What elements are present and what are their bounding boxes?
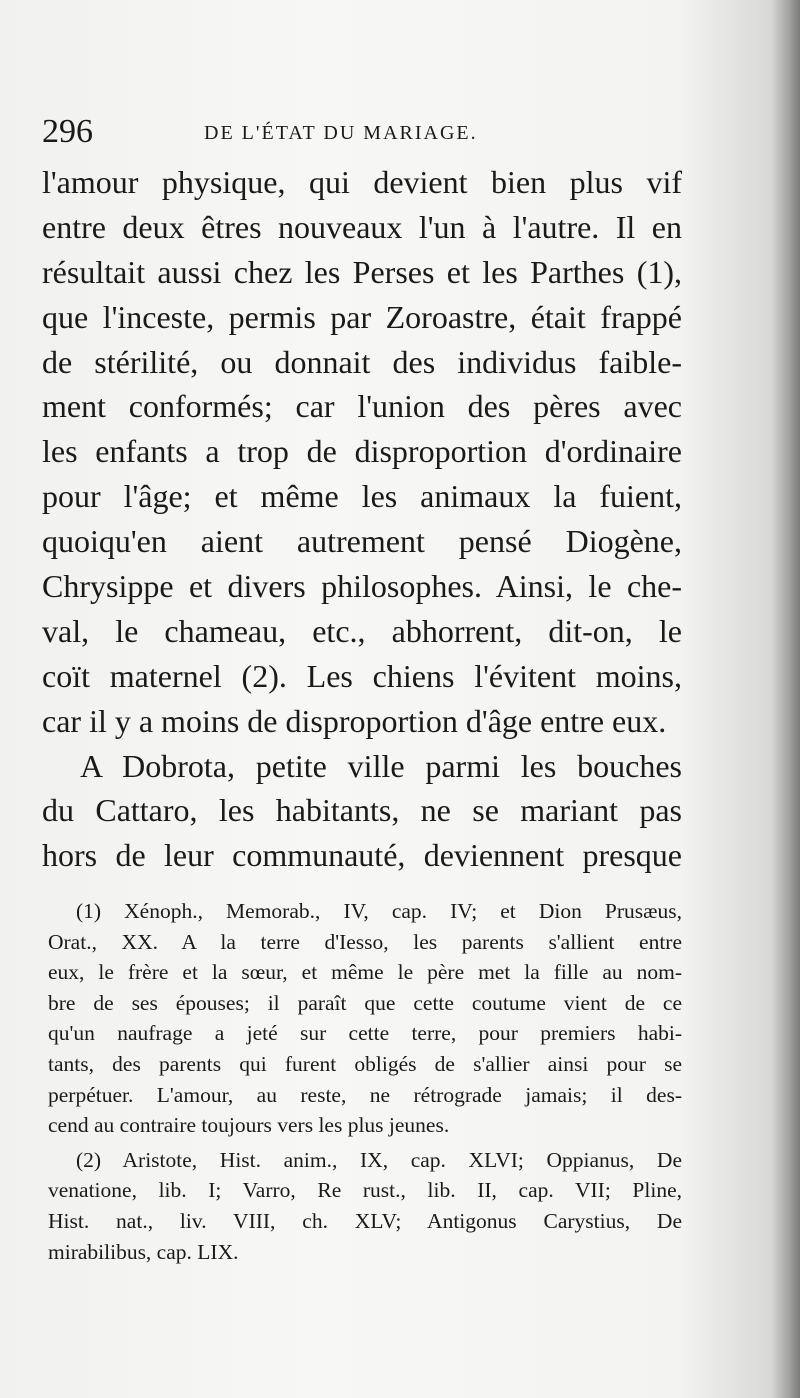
body-line: pour l'âge; et même les animaux la fuient, (42, 478, 682, 515)
body-text (42, 160, 682, 878)
running-title: DE L'ÉTAT DU MARIAGE. (204, 122, 478, 144)
footnote-line: eux, le frère et la sœur, et même le père met la fille au nom- (48, 960, 682, 985)
body-line: ment conformés; car l'union des pères avec (42, 388, 682, 425)
page-header (42, 112, 682, 152)
footnote-line: Hist. nat., liv. VIII, ch. XLV; Antigonus Carystius, De (48, 1208, 682, 1233)
footnotes (48, 896, 682, 1267)
footnote-line: qu'un naufrage a jeté sur cette terre, pour premiers habi- (48, 1021, 682, 1046)
body-line: que l'inceste, permis par Zoroastre, était frappé (42, 298, 682, 335)
footnote-line: tants, des parents qui furent obligés de s'allier ainsi pour se (48, 1051, 682, 1076)
body-line: val, le chameau, etc., abhorrent, dit-on, le (42, 612, 682, 649)
footnote-2 (48, 1145, 682, 1267)
footnote-line: bre de ses épouses; il paraît que cette coutume vient de ce (48, 990, 682, 1015)
footnote-line: perpétuer. L'amour, au reste, ne rétrograde jamais; il des- (48, 1082, 682, 1107)
footnote-line: Orat., XX. A la terre d'Iesso, les parents s'allient entre (48, 929, 682, 954)
body-line: les enfants a trop de disproportion d'ordinaire (42, 433, 682, 470)
footnote-line: (1) Xénoph., Memorab., IV, cap. IV; et Dion Prusæus, (76, 899, 682, 923)
body-line: car il y a moins de disproportion d'âge entre eux. (42, 702, 667, 739)
body-line: du Cattaro, les habitants, ne se mariant pas (42, 792, 682, 829)
page-number: 296 (42, 113, 93, 150)
body-line: A Dobrota, petite ville parmi les bouches (80, 747, 682, 784)
footnote-line: (2) Aristote, Hist. anim., IX, cap. XLVI; Oppianus, De (76, 1147, 682, 1172)
page-edge-shadow (772, 0, 800, 1398)
body-line: Chrysippe et divers philosophes. Ainsi, le che- (42, 568, 682, 605)
body-line: quoiqu'en aient autrement pensé Diogène, (42, 523, 682, 560)
body-line: l'amour physique, qui devient bien plus vif (42, 164, 682, 200)
body-line: coït maternel (2). Les chiens l'évitent moins, (42, 657, 682, 694)
body-line: entre deux êtres nouveaux l'un à l'autre. Il en (42, 208, 682, 245)
body-line: de stérilité, ou donnait des individus faible- (42, 343, 682, 380)
body-line: hors de leur communauté, deviennent presque (42, 837, 682, 874)
footnote-1 (48, 896, 682, 1141)
footnote-line: mirabilibus, cap. LIX. (48, 1239, 239, 1264)
footnote-line: cend au contraire toujours vers les plus jeunes. (48, 1113, 450, 1138)
footnote-line: venatione, lib. I; Varro, Re rust., lib. II, cap. VII; Pline, (48, 1178, 682, 1203)
body-line: résultait aussi chez les Perses et les Parthes (1), (42, 253, 682, 290)
